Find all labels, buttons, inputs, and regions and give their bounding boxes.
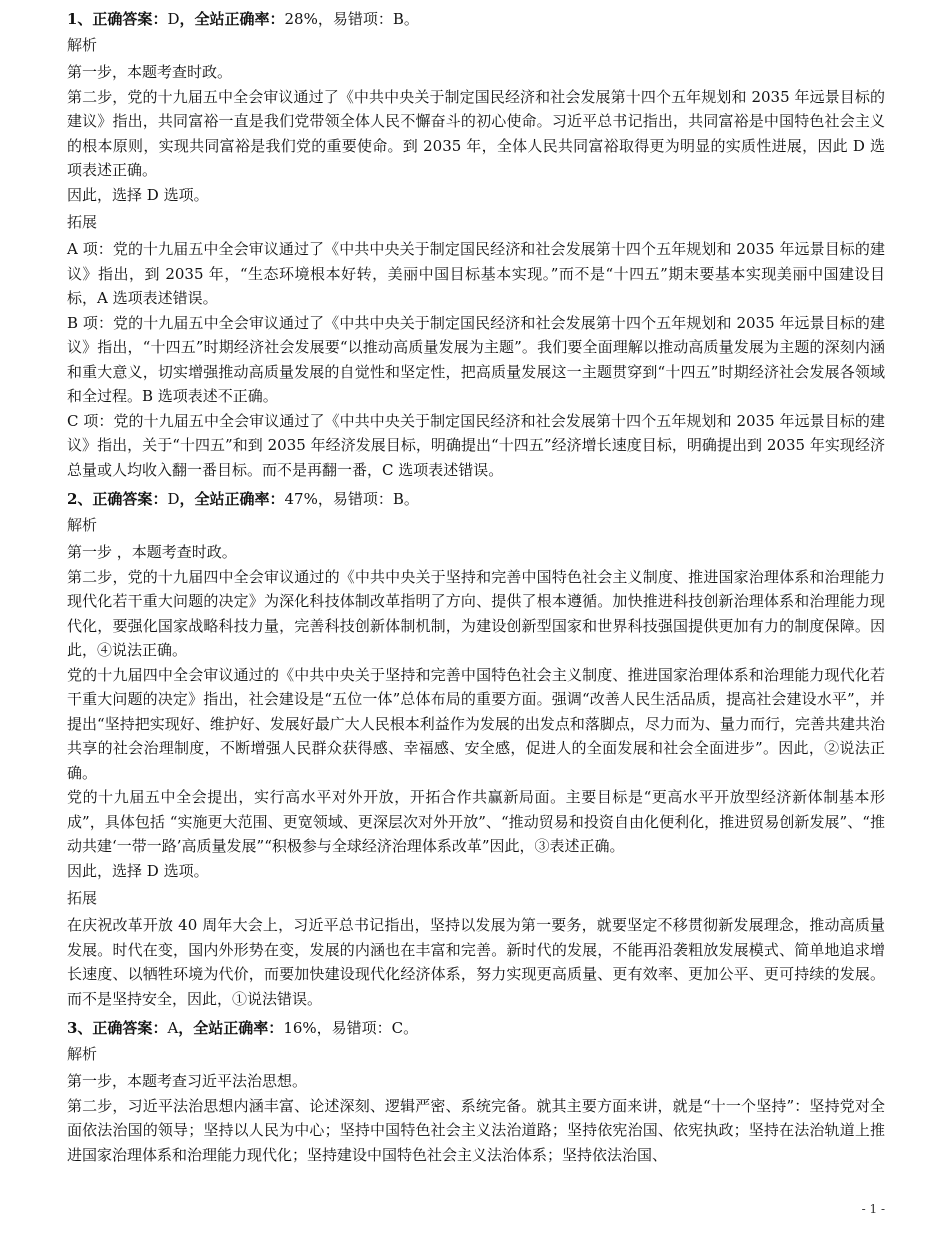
q2-analysis-p3: 党的十九届四中全会审议通过的《中共中央关于坚持和完善中国特色社会主义制度、推进国家治理体系和治理能力现代化若干重大问题的决定》指出，社会建设是“五位一体”总体布局的重要方面。强调“改善人民生活品质，提高社会建设水平”，并提出“坚持把实现好、维护好、发展好最广大人民根本利益作为发展的出发点和落脚点，尽力而为、量力而行，完善共建共治共享的社会治理制度，不断增强人民群众获得感、幸福感、安全感，促进人的全面发展和社会全面进步”。因此，②说法正确。 bbox=[67, 665, 885, 782]
q1-analysis-p3: 因此，选择 D 选项。 bbox=[67, 185, 209, 204]
q3-analysis-label: 解析 bbox=[67, 1045, 98, 1063]
q1-analysis-p2: 第二步，党的十九届五中全会审议通过了《中共中央关于制定国民经济和社会发展第十四个五年规划和 2035 年远景目标的建议》指出，共同富裕一直是我们党带领全体人民不懈奋斗的初心使命。习近平总书记指出，共同富裕是中国特色社会主义的根本原则，实现共同富裕是我们党的重要使命。到 2035 年，全体人民共同富裕取得更为明显的实质性进展，因此 D 选项表述正确。 bbox=[67, 87, 885, 179]
q3-answer-line bbox=[67, 1017, 885, 1039]
q1-rate-label: ，全站正确率： bbox=[179, 10, 285, 28]
q2-rate-label: ，全站正确率： bbox=[179, 490, 285, 508]
q3-answer: A bbox=[167, 1019, 179, 1037]
q3-rate: 16%，易错项：C。 bbox=[283, 1019, 419, 1037]
q1-answer-line bbox=[67, 8, 885, 30]
q1-extend-c: C 项：党的十九届五中全会审议通过了《中共中央关于制定国民经济和社会发展第十四个五年规划和 2035 年远景目标的建议》指出，关于“十四五”和到 2035 年经济发展目标，明确提出“十四五”经济增长速度目标，明确提出到 2035 年实现经济总量或人均收入翻一番目标。而不是再翻一番，C 选项表述错误。 bbox=[67, 411, 885, 479]
q1-extend-a: A 项：党的十九届五中全会审议通过了《中共中央关于制定国民经济和社会发展第十四个五年规划和 2035 年远景目标的建议》指出，到 2035 年，“生态环境根本好转，美丽中国目标基本实现。”而不是“十四五”期末要基本实现美丽中国建设目标，A 选项表述错误。 bbox=[67, 240, 885, 307]
q2-analysis-label: 解析 bbox=[67, 516, 98, 534]
q1-analysis-label: 解析 bbox=[67, 36, 98, 54]
q1-analysis-p1: 第一步，本题考查时政。 bbox=[67, 63, 233, 81]
q1-rate: 28%，易错项：B。 bbox=[284, 10, 419, 28]
q2-analysis-p1: 第一步 ，本题考查时政。 bbox=[67, 543, 237, 561]
q2-answer-line bbox=[67, 488, 885, 510]
q2-extend-p1: 在庆祝改革开放 40 周年大会上，习近平总书记指出，坚持以发展为第一要务，就要坚定不移贯彻新发展理念，推动高质量发展。时代在变，国内外形势在变，发展的内涵也在丰富和完善。新时代的发展，不能再沿袭粗放发展模式、简单地追求增长速度、以牺牲环境为代价，而要加快建设现代化经济体系，努力实现更高质量、更有效率、更加公平、更可持续的发展。而不是坚持安全，因此，①说法错误。 bbox=[67, 916, 885, 1008]
q2-answer: D bbox=[167, 490, 180, 508]
q2-rate: 47%，易错项：B。 bbox=[284, 490, 419, 508]
q3-analysis-p1: 第一步，本题考查习近平法治思想。 bbox=[67, 1072, 308, 1090]
q1-head-prefix: 1、正确答案： bbox=[67, 10, 168, 28]
page-number: - 1 - bbox=[861, 1202, 885, 1216]
q3-rate-label: ，全站正确率： bbox=[178, 1019, 284, 1037]
q1-extend-b: B 项：党的十九届五中全会审议通过了《中共中央关于制定国民经济和社会发展第十四个五年规划和 2035 年远景目标的建议》指出，“十四五”时期经济社会发展要“以推动高质量发展为主题”。我们要全面理解以推动高质量发展为主题的深刻内涵和重大意义，切实增强推动高质量发展的自觉性和坚定性，把高质量发展这一主题贯穿到“十四五”时期经济社会发展各领域和全过程。B 选项表述不正确。 bbox=[67, 313, 885, 405]
q3-analysis-p2: 第二步，习近平法治思想内涵丰富、论述深刻、逻辑严密、系统完备。就其主要方面来讲，就是“十一个坚持”：坚持党对全面依法治国的领导；坚持以人民为中心；坚持中国特色社会主义法治道路；坚持依宪治国、依宪执政；坚持在法治轨道上推进国家治理体系和治理能力现代化；坚持建设中国特色社会主义法治体系；坚持依法治国、 bbox=[67, 1096, 885, 1164]
document-page bbox=[67, 0, 885, 1167]
q2-analysis-p5: 因此，选择 D 选项。 bbox=[67, 861, 209, 880]
q2-extend-label: 拓展 bbox=[67, 889, 98, 907]
q1-answer: D bbox=[167, 10, 180, 28]
q3-head-prefix: 3、正确答案： bbox=[67, 1019, 168, 1037]
q2-head-prefix: 2、正确答案： bbox=[67, 490, 168, 508]
q2-analysis-p2: 第二步，党的十九届四中全会审议通过的《中共中央关于坚持和完善中国特色社会主义制度、推进国家治理体系和治理能力现代化若干重大问题的决定》为深化科技体制改革指明了方向、提供了根本遵循。加快推进科技创新治理体系和治理能力现代化，要强化国家战略科技力量，完善科技创新体制机制，为建设创新型国家和世界科技强国提供更加有力的制度保障。因此，④说法正确。 bbox=[67, 567, 885, 659]
q1-extend-label: 拓展 bbox=[67, 213, 98, 231]
q2-analysis-p4: 党的十九届五中全会提出，实行高水平对外开放，开拓合作共赢新局面。主要目标是“更高水平开放型经济新体制基本形成”，具体包括 “实施更大范围、更宽领域、更深层次对外开放”、“推动贸易和投资自由化便利化，推进贸易创新发展”、“推动共建‘一带一路’高质量发展”“积极参与全球经济治理体系改革”因此，③表述正确。 bbox=[67, 788, 885, 855]
